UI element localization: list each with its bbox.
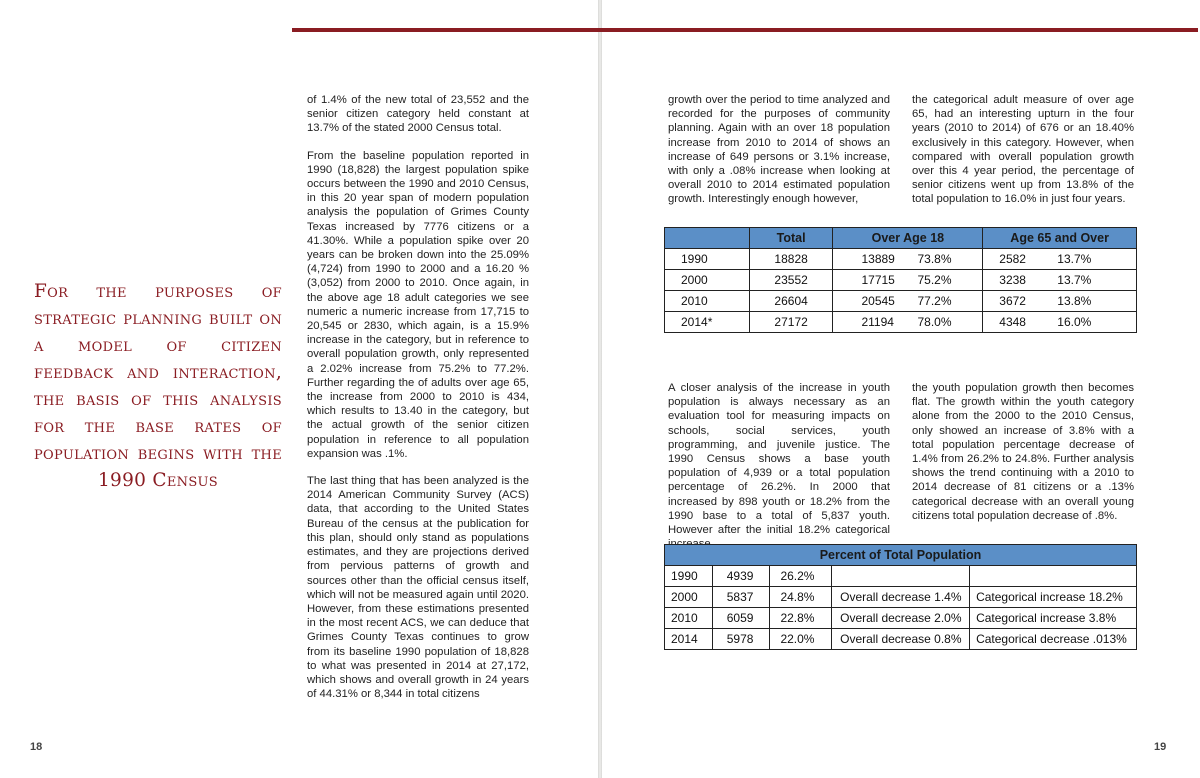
categorical-change-cell: Categorical increase 18.2% [970, 587, 1137, 608]
right-text-column-3 [668, 381, 890, 564]
right-text-column-4 [912, 381, 1134, 536]
over-65-cell: 2582 13.7% [983, 249, 1137, 270]
table-row [665, 291, 1137, 312]
year-cell: 2014 [665, 629, 713, 650]
total-cell: 18828 [749, 249, 833, 270]
paragraph: A closer analysis of the increase in youth population is always necessary as an evaluation tool for measuring impacts on schools, social services, youth programming, and juvenile justice. The 1990 Census shows a base youth population of 4,939 or a total population percentage of 26.2%. In 2000 that increased by 898 youth or 18.2% from the 1990 base to a total of 5,837 youth. However after the initial 18.2% categorical [668, 382, 890, 537]
table-header-cell: Total [749, 228, 833, 249]
overall-change-cell: Overall decrease 2.0% [832, 608, 970, 629]
percent-cell: 24.8% [770, 587, 832, 608]
total-cell: 27172 [749, 312, 833, 333]
year-cell: 2014* [665, 312, 750, 333]
table-title: Percent of Total Population [665, 545, 1137, 566]
paragraph: growth over the period to time analyzed and recorded for the purposes of community planning. Again with an over 18 population increase from 2010 to 2014 of shows an increase of 649 persons or 3.1% increase, with only a .08% increase when looking at overall 2010 to 2014 estimated population growth. Interestingly enough however, [668, 94, 890, 206]
youth-population-table [664, 544, 1137, 650]
paragraph: the youth population growth then becomes flat. The growth within the youth category alone from the 2000 to the 2010 Census, only showed an increase of 3.8% with a total population percentage decrease of 1.4% from 26.2% to 24.8%. Further analysis shows the trend continuing with a 2010 to 2014 decrease of 81 citizens or a .13% categorical decrease with an overall young citizens total population decrease of .8%. [912, 382, 1134, 522]
percent-cell: 22.0% [770, 629, 832, 650]
youth-count-cell: 5978 [712, 629, 770, 650]
categorical-change-cell [970, 566, 1137, 587]
year-cell: 1990 [665, 566, 713, 587]
table-header-cell: Over Age 18 [833, 228, 983, 249]
table-row [665, 270, 1137, 291]
total-cell: 23552 [749, 270, 833, 291]
percent-cell: 26.2% [770, 566, 832, 587]
table-header-cell [665, 228, 750, 249]
categorical-change-cell: Categorical decrease .013% [970, 629, 1137, 650]
paragraph: The last thing that has been analyzed is the 2014 American Community Survey (ACS) data, that according to the United States Bureau of the census at the publication for this plan, should only stand as populations estimates, and they are projections derived from pervious patterns of growth and sources other than the official census itself, which will not be measured again until 2020. However, from these estimations presented in the most recent ACS, we can deduce that Grimes County Texas continues to grow from its baseline 1990 population of 18,828 to what was presented in 2014 at 27,172, which shows and overall growth in 24 years of 44.31% or 8,344 in total citizens [307, 475, 529, 701]
youth-count-cell: 6059 [712, 608, 770, 629]
table-row [665, 608, 1137, 629]
right-text-column-2 [912, 93, 1134, 220]
page-number-left: 18 [30, 741, 43, 753]
paragraph: From the baseline population reported in 1990 (18,828) the largest population spike occurs between the 1990 and 2010 Census, in this 20 year span of modern population analysis the population of Grimes County Texas increased by 7776 citizens or a 41.30%. While a population spike over 20 years can be broken down into the 25.09% (4,724) from 1990 to 2000 and a 16.20 % (3,052) from 2000 to 2010. Once again, in the above age 18 adult categories we see numeric a numeric increase from 17,715 to 20,545 or 2830, which again, is a 15.9% increase in the category, but in reference to overall population growth, only represented a 2.02% increase from 75.2% to 77.2%. Further regarding the of adults over age 65, the increase from 2000 to 2010 is 434, which results to 13.40 in the category, but the actual growth of the senior citizen population in reference to all population expansion was .1%. [307, 149, 529, 460]
table-row [665, 312, 1137, 333]
year-cell: 1990 [665, 249, 750, 270]
pull-quote: For the purposes of strategic planning built on a model of citizen feedback and interaction, the basis of this analysis for the base rates of population begins with the 1990 Census [34, 281, 282, 491]
left-text-column [307, 93, 529, 714]
total-cell: 26604 [749, 291, 833, 312]
right-text-column-1 [668, 93, 890, 220]
page-number-right: 19 [1154, 741, 1167, 753]
table-row [665, 629, 1137, 650]
over-65-cell: 4348 16.0% [983, 312, 1137, 333]
percent-cell: 22.8% [770, 608, 832, 629]
over-18-cell: 17715 75.2% [833, 270, 983, 291]
year-cell: 2010 [665, 608, 713, 629]
overall-change-cell [832, 566, 970, 587]
table-row [665, 249, 1137, 270]
population-table [664, 227, 1137, 333]
table-header-cell: Age 65 and Over [983, 228, 1137, 249]
over-18-cell: 20545 77.2% [833, 291, 983, 312]
overall-change-cell: Overall decrease 1.4% [832, 587, 970, 608]
over-18-cell: 13889 73.8% [833, 249, 983, 270]
overall-change-cell: Overall decrease 0.8% [832, 629, 970, 650]
youth-count-cell: 4939 [712, 566, 770, 587]
paragraph: the categorical adult measure of over age 65, had an interesting upturn in the four years (2010 to 2014) of 676 or an 18.40% exclusively in this category. However, when compared with overall population growth over this 4 year period, the percentage of senior citizens went up from 13.8% of the total population to 16.0% in just four years. [912, 94, 1134, 206]
year-cell: 2000 [665, 270, 750, 291]
year-cell: 2010 [665, 291, 750, 312]
table-row [665, 587, 1137, 608]
table-row [665, 566, 1137, 587]
over-18-cell: 21194 78.0% [833, 312, 983, 333]
table-header-row [665, 228, 1137, 249]
paragraph: of 1.4% of the new total of 23,552 and the senior citizen category held constant at 13.7% of the stated 2000 Census total. [307, 94, 529, 135]
table-header-row [665, 545, 1137, 566]
categorical-change-cell: Categorical increase 3.8% [970, 608, 1137, 629]
over-65-cell: 3672 13.8% [983, 291, 1137, 312]
youth-count-cell: 5837 [712, 587, 770, 608]
top-rule [292, 28, 1198, 32]
over-65-cell: 3238 13.7% [983, 270, 1137, 291]
year-cell: 2000 [665, 587, 713, 608]
